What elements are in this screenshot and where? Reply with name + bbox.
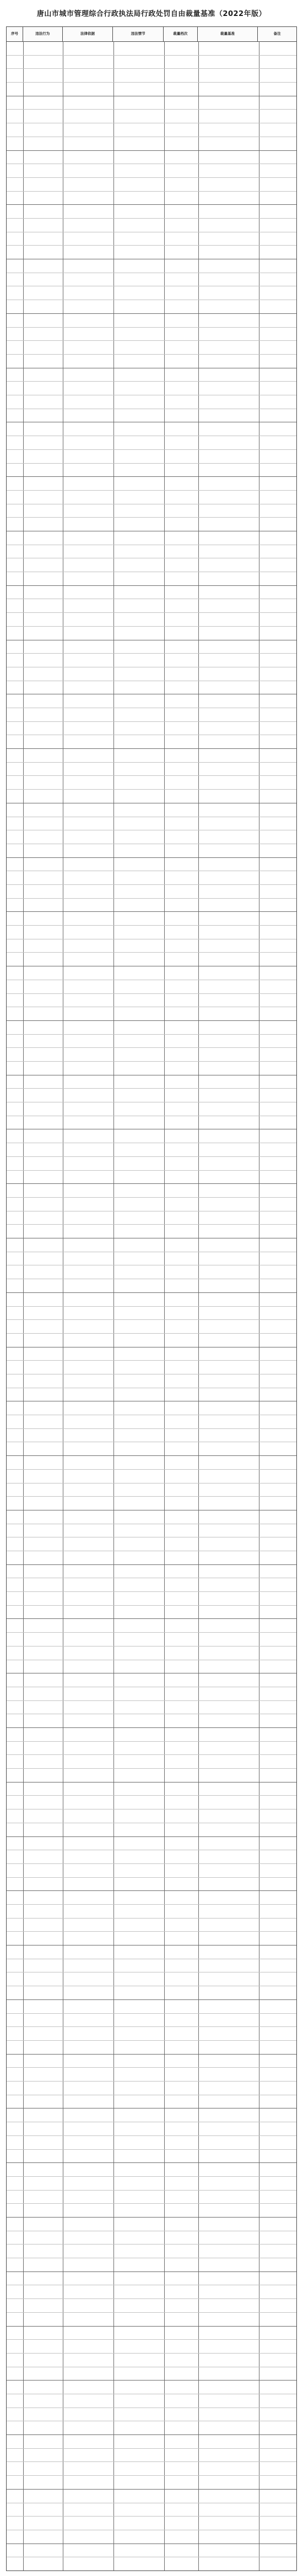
row-divider: [7, 1741, 296, 1742]
row-divider: [7, 1224, 296, 1225]
row-divider: [7, 2067, 296, 2068]
row-divider: [7, 2475, 296, 2476]
row-divider: [7, 993, 296, 994]
header-cell-legal-basis: 法律依据: [63, 27, 113, 41]
row-divider: [7, 2190, 296, 2191]
table-body: [7, 41, 296, 2570]
group-divider: [7, 1020, 296, 1021]
group-divider: [7, 2217, 296, 2218]
row-divider: [7, 925, 296, 926]
row-divider: [7, 2407, 296, 2408]
group-divider: [7, 748, 296, 749]
row-divider: [7, 1197, 296, 1198]
group-divider: [7, 204, 296, 205]
group-divider: [7, 2054, 296, 2055]
group-divider: [7, 1292, 296, 1293]
row-divider: [7, 354, 296, 355]
group-divider: [7, 1455, 296, 1456]
row-divider: [7, 2516, 296, 2517]
group-divider: [7, 2271, 296, 2272]
group-divider: [7, 1183, 296, 1184]
group-divider: [7, 2434, 296, 2435]
row-divider: [7, 68, 296, 69]
row-divider: [7, 177, 296, 178]
group-divider: [7, 1564, 296, 1565]
row-divider: [7, 340, 296, 341]
row-divider: [7, 1061, 296, 1062]
row-divider: [7, 762, 296, 763]
group-divider: [7, 150, 296, 151]
row-divider: [7, 2461, 296, 2462]
row-divider: [7, 449, 296, 450]
row-divider: [7, 1904, 296, 1905]
row-divider: [7, 626, 296, 627]
header-cell-circumstances: 违法情节: [113, 27, 164, 41]
row-divider: [7, 2339, 296, 2340]
row-divider: [7, 1156, 296, 1157]
group-divider: [7, 1618, 296, 1619]
group-divider: [7, 2162, 296, 2163]
row-divider: [7, 1918, 296, 1919]
header-cell-level: 裁量档次: [164, 27, 198, 41]
row-divider: [7, 1333, 296, 1334]
group-divider: [7, 2380, 296, 2381]
header-cell-standard: 裁量基准: [198, 27, 258, 41]
row-divider: [7, 1795, 296, 1796]
row-divider: [7, 2081, 296, 2082]
row-divider: [7, 1360, 296, 1361]
row-divider: [7, 245, 296, 246]
row-divider: [7, 1632, 296, 1633]
row-divider: [7, 1034, 296, 1035]
row-divider: [7, 1605, 296, 1606]
row-divider: [7, 1863, 296, 1864]
row-divider: [7, 2203, 296, 2204]
group-divider: [7, 857, 296, 858]
row-divider: [7, 1496, 296, 1497]
discretion-standard-table: [6, 26, 297, 2571]
table-header-row: [7, 27, 296, 42]
header-cell-no: 序号: [7, 27, 23, 41]
row-divider: [7, 218, 296, 219]
group-divider: [7, 313, 296, 314]
row-divider: [7, 1428, 296, 1429]
group-divider: [7, 1890, 296, 1891]
row-divider: [7, 1754, 296, 1755]
group-divider: [7, 2489, 296, 2490]
row-divider: [7, 1047, 296, 1048]
row-divider: [7, 2176, 296, 2177]
row-divider: [7, 2353, 296, 2354]
row-divider: [7, 952, 296, 953]
row-divider: [7, 2013, 296, 2014]
row-divider: [7, 109, 296, 110]
row-divider: [7, 1768, 296, 1769]
row-divider: [7, 463, 296, 464]
header-cell-violation: 违法行为: [23, 27, 63, 41]
row-divider: [7, 1306, 296, 1307]
row-divider: [7, 2149, 296, 2150]
row-divider: [7, 775, 296, 776]
row-divider: [7, 1700, 296, 1701]
row-divider: [7, 2244, 296, 2245]
row-divider: [7, 1469, 296, 1470]
row-divider: [7, 884, 296, 885]
row-divider: [7, 2448, 296, 2449]
row-divider: [7, 1877, 296, 1878]
row-divider: [7, 2312, 296, 2313]
group-divider: [7, 476, 296, 477]
row-divider: [7, 653, 296, 654]
group-divider: [7, 2326, 296, 2327]
group-divider: [7, 911, 296, 912]
group-divider: [7, 585, 296, 586]
row-divider: [7, 612, 296, 613]
group-divider: [7, 1727, 296, 1728]
document-title: 唐山市城市管理综合行政执法局行政处罚自由裁量基准（2022年版）: [36, 10, 267, 18]
row-divider: [7, 381, 296, 382]
row-divider: [7, 82, 296, 83]
row-divider: [7, 789, 296, 790]
row-divider: [7, 1319, 296, 1320]
row-divider: [7, 1170, 296, 1171]
row-divider: [7, 1931, 296, 1932]
group-divider: [7, 1999, 296, 2000]
row-divider: [7, 2026, 296, 2027]
row-divider: [7, 721, 296, 722]
row-divider: [7, 55, 296, 56]
row-divider: [7, 1088, 296, 1089]
row-divider: [7, 191, 296, 192]
row-divider: [7, 517, 296, 518]
row-divider: [7, 2298, 296, 2299]
row-divider: [7, 1591, 296, 1592]
row-divider: [7, 2040, 296, 2041]
row-divider: [7, 2135, 296, 2136]
row-divider: [7, 490, 296, 491]
row-divider: [7, 898, 296, 899]
header-cell-remarks: 备注: [273, 31, 281, 36]
group-divider: [7, 1836, 296, 1837]
row-divider: [7, 327, 296, 328]
